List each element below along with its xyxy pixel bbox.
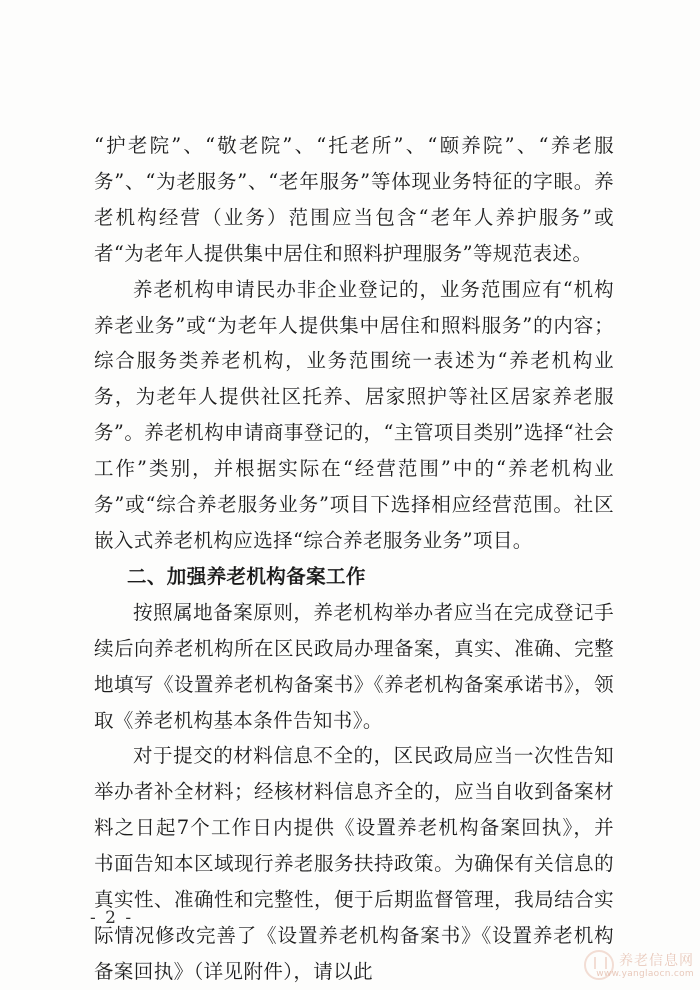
document-body (94, 128, 614, 990)
paragraph-filing-principle: 按照属地备案原则，养老机构举办者应当在完成登记手续后向养老机构所在区民政局办理备案，真实、准确、完整地填写《设置养老机构备案书》《养老机构备案承诺书》，领取《养老机构基本条件告知书》。 (94, 600, 614, 732)
watermark-url: www.yanglaocn.com (596, 969, 694, 979)
section-heading: 二、加强养老机构备案工作 (127, 564, 366, 588)
paragraph-continuation: “护老院”、“敬老院”、“托老所”、“颐养院”、“养老服务”、“为老服务”、“老年服务”等体现业务特征的字眼。养老机构经营（业务）范围应当包含“老年人养护服务”或者“为老年人提供集中居住和照料护理服务”等规范表述。 (94, 134, 614, 265)
watermark (596, 953, 694, 980)
watermark-name: 养老信息网 (619, 953, 694, 969)
page-number: - 2 - (90, 908, 134, 928)
paragraph-registration-scope: 养老机构申请民办非企业登记的，业务范围应有“机构养老业务”或“为老年人提供集中居住和照料服务”的内容；综合服务类养老机构，业务范围统一表述为“养老机构业务，为老年人提供社区托养、居家照护等社区居家养老服务”。养老机构申请商事登记的，“主管项目类别”选择“社会工作”类别，并根据实际在“经营范围”中的“养老机构业务”或“综合养老服务业务”项目下选择相应经营范围。社区嵌入式养老机构应选择“综合养老服务业务”项目。 (94, 277, 614, 552)
paragraph-filing-procedure: 对于提交的材料信息不全的，区民政局应当一次性告知举办者补全材料；经核材料信息齐全的，应当自收到备案材料之日起7个工作日内提供《设置养老机构备案回执》，并书面告知本区域现行养老服务扶持政策。为确保有关信息的真实性、准确性和完整性，便于后期监督管理，我局结合实际情况修改完善了《设置养老机构备案书》《设置养老机构备案回执》（详见附件），请以此 (94, 744, 614, 983)
